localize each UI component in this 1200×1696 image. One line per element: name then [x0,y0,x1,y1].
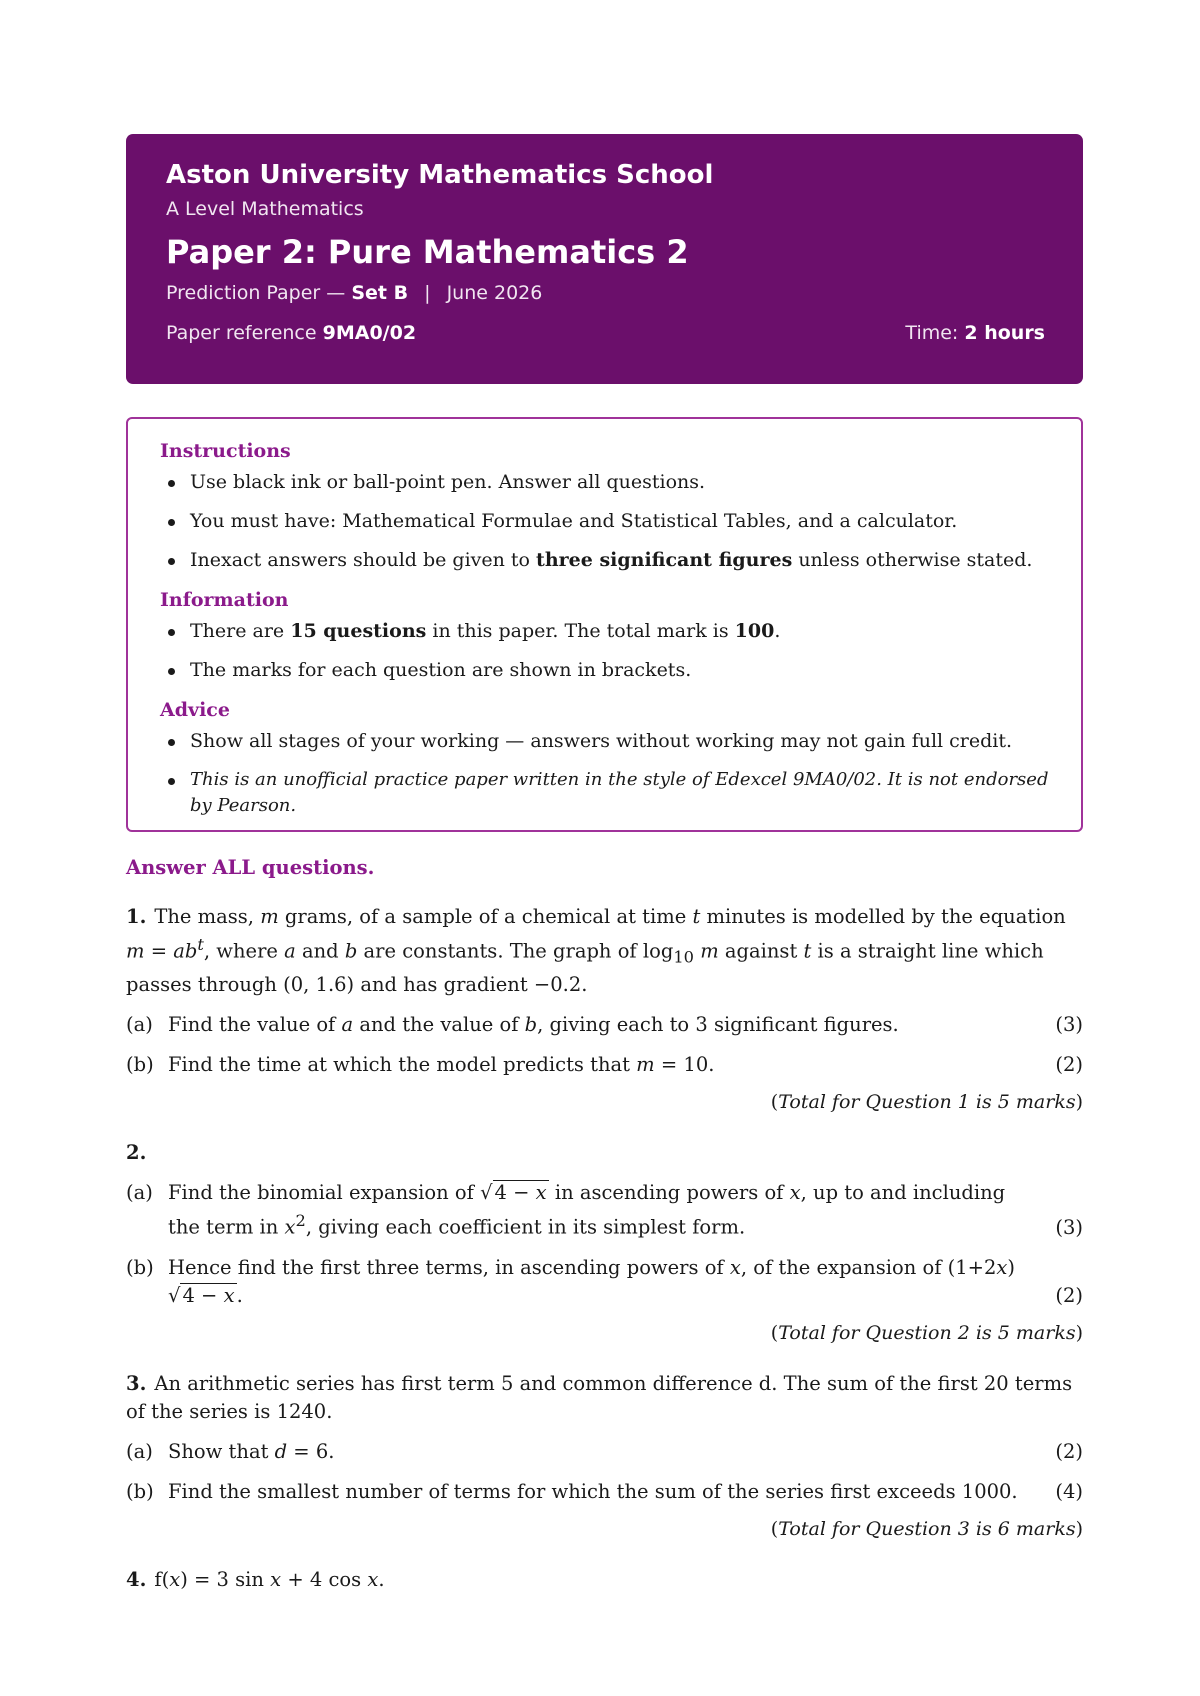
part-text: Show that d = 6. [168,1439,335,1463]
part-marks: (2) [1055,1283,1083,1307]
total-text: Total for Question 2 is 5 marks [778,1321,1076,1344]
list-item [160,618,1051,644]
instructions-list [160,469,1051,573]
question-1 [126,903,1083,1113]
part-label: (a) [126,1439,153,1463]
instructions-heading: Instructions [160,440,291,462]
emphasis: 100 [734,620,775,642]
total-text: Total for Question 3 is 6 marks [778,1517,1076,1540]
paper-reference [166,322,416,344]
question-number: 4. [126,1567,147,1591]
question-number: 2. [126,1141,147,1165]
text: in this paper. The total mark is [426,620,735,642]
part-marks: (2) [1055,1053,1083,1077]
part-text: Find the binomial expansion of √ 4 − x in ascending powers of x, up to and including the term in $x^2$, giving each coefficient in its simplest form. [168,1181,1006,1239]
prediction-prefix: Prediction Paper — [166,282,346,304]
question-text [126,1370,1083,1426]
question-part [126,1478,1083,1506]
question-body: An arithmetic series has first term 5 and common difference d. The sum of the first 20 terms of the series is 1240. [126,1371,1073,1423]
part-text: Find the smallest number of terms for which the sum of the series first exceeds 1000. [168,1479,1018,1503]
disclaimer-note: This is an unofficial practice paper written in the style of Edexcel 9MA0/02. It is not endorsed by Pearson. [160,767,1051,819]
question-part [126,1011,1083,1039]
questions-section [126,856,1083,1620]
information-list [160,618,1051,683]
course-level: A Level Mathematics [166,198,364,220]
part-marks: (3) [1055,1215,1083,1239]
question-total: (Total for Question 1 is 5 marks) [770,1091,1083,1114]
question-part [126,1179,1083,1242]
part-text: Find the time at which the model predicts that m = 10. [168,1053,715,1077]
separator: | [424,282,431,304]
total-text: Total for Question 1 is 5 marks [778,1091,1076,1114]
part-label: (b) [126,1479,154,1503]
paper-title: Paper 2: Pure Mathematics 2 [166,233,689,271]
list-item [160,547,1051,573]
question-total: (Total for Question 3 is 6 marks) [770,1517,1083,1540]
part-marks: (3) [1055,1013,1083,1037]
question-3 [126,1370,1083,1540]
reference-value: 9MA0/02 [322,322,417,344]
question-number: 1. [126,905,147,928]
paper-set: Set B [351,282,409,304]
question-part [126,1051,1083,1079]
part-text: Find the value of a and the value of b, giving each to 3 significant figures. [168,1013,899,1037]
emphasis: three significant figures [536,549,793,571]
information-heading: Information [160,589,289,611]
question-total: (Total for Question 2 is 5 marks) [770,1321,1083,1344]
question-text [126,1139,1083,1167]
question-part [126,1254,1083,1310]
list-item: Show all stages of your working — answers without working may not gain full credit. [160,728,1051,754]
question-number: 3. [126,1371,147,1395]
school-name: Aston University Mathematics School [166,160,714,190]
advice-list [160,728,1051,819]
list-item: The marks for each question are shown in brackets. [160,657,1051,683]
text: unless otherwise stated. [792,549,1033,571]
question-2 [126,1139,1083,1344]
reference-row [166,322,1045,344]
question-part [126,1438,1083,1466]
prediction-line [166,280,1045,306]
text: Inexact answers should be given to [190,549,537,571]
part-label: (a) [126,1013,153,1037]
reference-label: Paper reference [166,322,317,344]
question-4 [126,1566,1083,1594]
list-item: You must have: Mathematical Formulae and Statistical Tables, and a calculator. [160,508,1051,534]
text: There are [190,620,291,642]
paper-date: June 2026 [446,282,543,304]
part-marks: (2) [1055,1439,1083,1463]
list-item: Use black ink or ball-point pen. Answer all questions. [160,469,1051,495]
emphasis: 15 questions [290,620,427,642]
part-marks: (4) [1055,1479,1083,1503]
time-value: 2 hours [964,322,1045,344]
text: . [774,620,781,642]
question-text: 1. The mass, m grams, of a sample of a chemical at time t minutes is modelled by the equation $m = ab^t$, where a and b are constants. The graph of $\log_{10} m$ against t is a straight line which passes through (0, 1.6) and has gradient −0.2. [126,905,1066,997]
instructions-box [126,417,1083,832]
part-label: (a) [126,1181,153,1205]
part-label: (b) [126,1255,154,1279]
time-label: Time: [905,322,959,344]
part-text: Hence find the first three terms, in ascending powers of x, of the expansion of (1+2x) √ 4 − x . [168,1255,1016,1307]
answer-all-heading: Answer ALL questions. [126,856,375,879]
paper-time [905,322,1045,344]
question-text: 4. f(x) = 3 sin x + 4 cos x. [126,1567,385,1591]
header-banner [126,134,1083,384]
part-label: (b) [126,1053,154,1077]
advice-heading: Advice [160,699,230,721]
